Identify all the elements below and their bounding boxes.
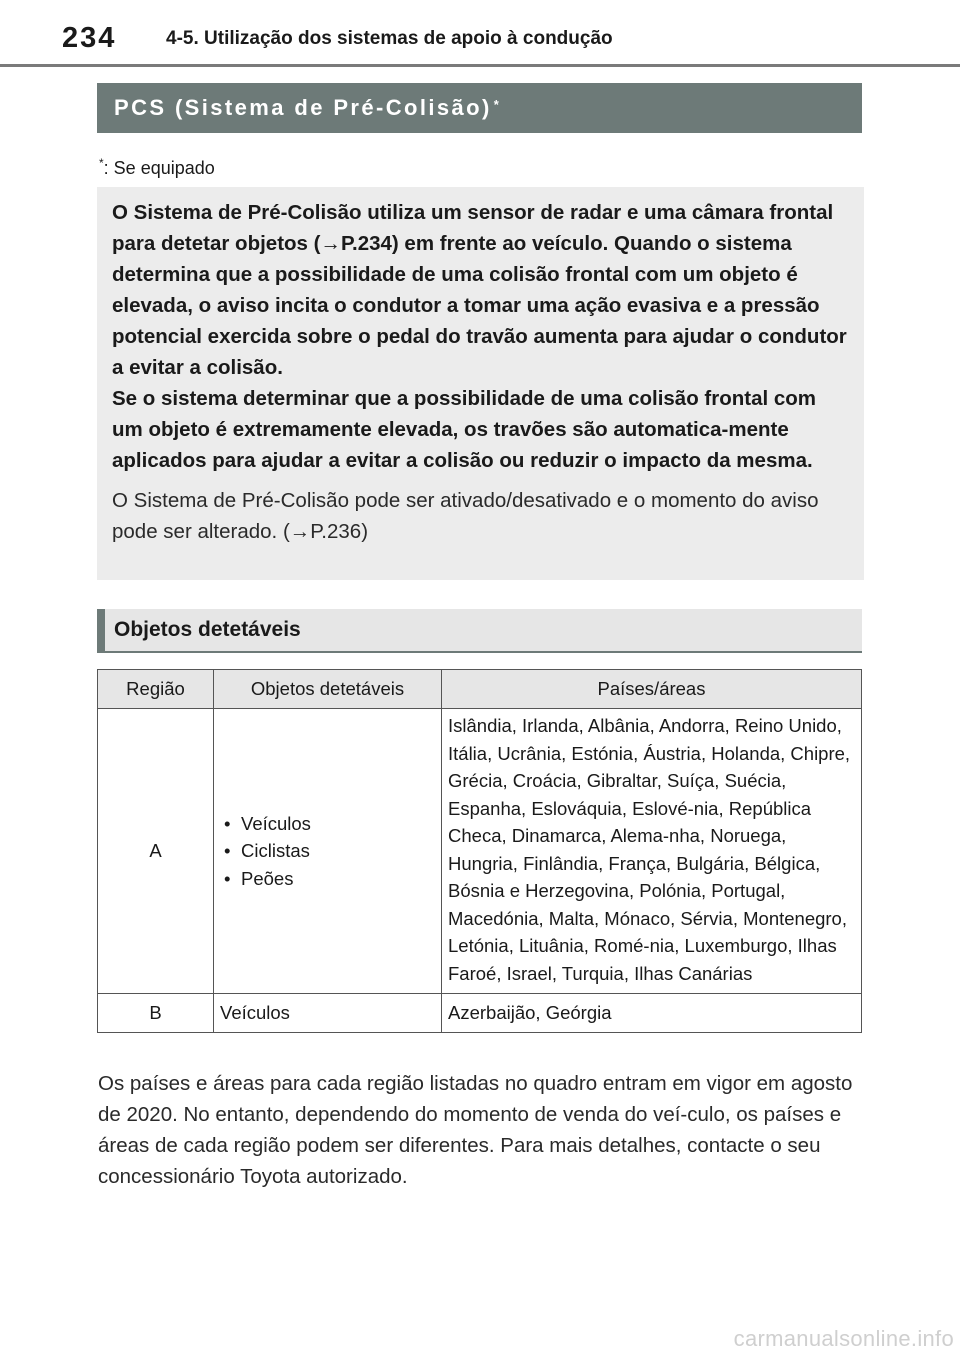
table-row bbox=[98, 994, 862, 1033]
intro-box bbox=[97, 187, 864, 580]
header-divider bbox=[0, 64, 960, 67]
intro-bold-paragraph: O Sistema de Pré-Colisão utiliza um sensor de radar e uma câmara frontal para detetar objetos (→P.234) em frente ao veículo. Quando o sistema determina que a possibilidade de uma colisão frontal com um objeto é elevada, o aviso incita o condutor a tomar uma ação evasiva e a pressão potencial exercida sobre o pedal do travão aumenta para ajudar o condutor a evitar a colisão. bbox=[112, 201, 847, 379]
footnote bbox=[99, 156, 215, 179]
bullet-icon: • bbox=[224, 867, 231, 889]
intro-normal-paragraph: O Sistema de Pré-Colisão pode ser ativado/desativado e o momento do aviso pode ser alterado. (→P.236) bbox=[112, 489, 819, 543]
subheading-detectable-objects: Objetos detetáveis bbox=[97, 609, 862, 653]
countries-cell: Islândia, Irlanda, Albânia, Andorra, Reino Unido, Itália, Ucrânia, Estónia, Áustria, Holanda, Chipre, Grécia, Croácia, Gibraltar, Suíça, Suécia, Espanha, Eslováquia, Eslové-nia, República Checa, Dinamarca, Alema-nha, Noruega, Hungria, Finlândia, França, Bulgária, Bélgica, Bósnia e Herzegovina, Polónia, Portugal, Macedónia, Malta, Mónaco, Sérvia, Montenegro, Letónia, Lituânia, Romé-nia, Luxemburgo, Ilhas Faroé, Israel, Turquia, Ilhas Canárias bbox=[442, 709, 862, 994]
objects-cell bbox=[214, 709, 442, 994]
objects-cell: Veículos bbox=[214, 994, 442, 1033]
intro-bold-paragraph-2: Se o sistema determinar que a possibilidade de uma colisão frontal com um objeto é extremamente elevada, os travões são automatica-mente aplicados para ajudar a evitar a colisão ou reduzir o impacto da mesma. bbox=[112, 387, 817, 472]
object-label: Veículos bbox=[241, 812, 311, 834]
page-header bbox=[0, 0, 960, 66]
list-item bbox=[220, 865, 441, 893]
list-item bbox=[220, 837, 441, 865]
closing-paragraph: Os países e áreas para cada região listadas no quadro entram em vigor em agosto de 2020. No entanto, dependendo do momento de venda do veí-culo, os países e áreas de cada região podem ser diferentes. Para mais detalhes, contacte o seu concessionário Toyota autorizado. bbox=[98, 1072, 853, 1188]
bullet-icon: • bbox=[224, 812, 231, 834]
object-label: Peões bbox=[241, 867, 294, 889]
objects-list bbox=[220, 810, 441, 893]
list-item bbox=[220, 810, 441, 838]
detectable-objects-table bbox=[97, 669, 862, 1033]
header-countries: Países/áreas bbox=[442, 670, 862, 709]
bullet-icon: • bbox=[224, 840, 231, 862]
page-number: 234 bbox=[62, 22, 117, 54]
header-objects: Objetos detetáveis bbox=[214, 670, 442, 709]
region-cell: B bbox=[98, 994, 214, 1033]
section-title-banner bbox=[97, 83, 862, 133]
chapter-title: 4-5. Utilização dos sistemas de apoio à condução bbox=[166, 28, 613, 49]
table-row bbox=[98, 709, 862, 994]
watermark: carmanualsonline.info bbox=[733, 1326, 954, 1351]
countries-cell: Azerbaijão, Geórgia bbox=[442, 994, 862, 1033]
table-header-row bbox=[98, 670, 862, 709]
object-label: Ciclistas bbox=[241, 840, 310, 862]
section-title: PCS (Sistema de Pré-Colisão) bbox=[114, 95, 492, 120]
header-region: Região bbox=[98, 670, 214, 709]
region-cell: A bbox=[98, 709, 214, 994]
section-title-footnote-mark: * bbox=[493, 96, 502, 112]
footnote-mark: * bbox=[99, 156, 104, 170]
footnote-text: : Se equipado bbox=[103, 158, 215, 178]
